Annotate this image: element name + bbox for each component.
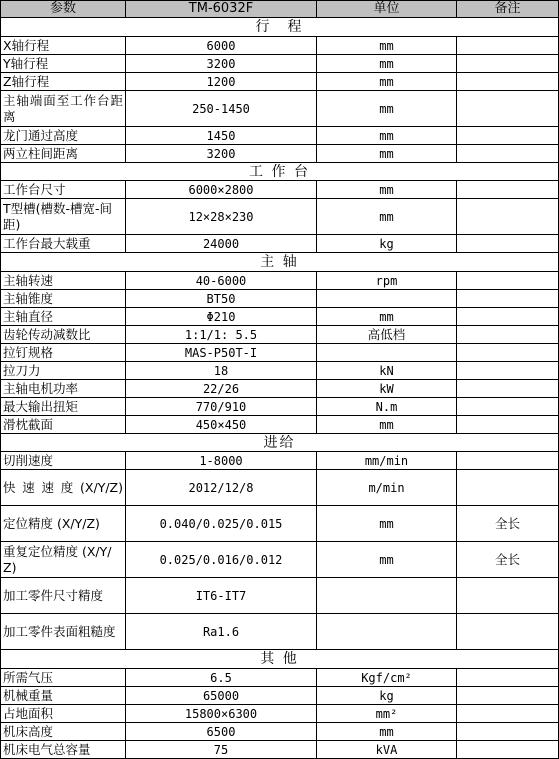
table-row	[1, 705, 559, 723]
param-value: 450×450	[126, 416, 317, 434]
table-row	[1, 308, 559, 326]
param-unit	[317, 614, 457, 650]
table-row	[1, 326, 559, 344]
header-unit: 单位	[317, 1, 457, 18]
param-note	[457, 308, 559, 326]
param-value: 1200	[126, 73, 317, 91]
param-name: 两立柱间距离	[1, 145, 126, 163]
param-note	[457, 199, 559, 235]
param-note	[457, 723, 559, 741]
param-unit: 高低档	[317, 326, 457, 344]
param-value: 3200	[126, 145, 317, 163]
param-note	[457, 416, 559, 434]
param-note	[457, 362, 559, 380]
param-unit: mm	[317, 723, 457, 741]
table-row	[1, 199, 559, 235]
param-unit: rpm	[317, 272, 457, 290]
table-header-row	[1, 1, 559, 18]
table-row	[1, 344, 559, 362]
param-unit: mm	[317, 542, 457, 578]
param-unit: mm	[317, 416, 457, 434]
param-note	[457, 326, 559, 344]
section-header-travel	[1, 18, 559, 37]
param-note	[457, 91, 559, 127]
param-value: 1450	[126, 127, 317, 145]
param-name: 机床高度	[1, 723, 126, 741]
section-title: 工 作 台	[1, 163, 559, 181]
param-value: 18	[126, 362, 317, 380]
table-row	[1, 669, 559, 687]
table-row	[1, 614, 559, 650]
section-header-feed	[1, 434, 559, 452]
param-name: T型槽(槽数-槽宽-间距)	[1, 199, 126, 235]
param-name: 齿轮传动减数比	[1, 326, 126, 344]
table-row	[1, 37, 559, 55]
param-value: 0.040/0.025/0.015	[126, 506, 317, 542]
param-unit: N.m	[317, 398, 457, 416]
table-row	[1, 452, 559, 470]
table-row	[1, 416, 559, 434]
param-value: Ra1.6	[126, 614, 317, 650]
param-note	[457, 37, 559, 55]
param-unit: mm	[317, 181, 457, 199]
param-note	[457, 55, 559, 73]
table-row	[1, 127, 559, 145]
param-name: 滑枕截面	[1, 416, 126, 434]
param-unit: mm	[317, 55, 457, 73]
param-name: Z轴行程	[1, 73, 126, 91]
param-unit	[317, 290, 457, 308]
param-note	[457, 73, 559, 91]
param-note	[457, 705, 559, 723]
table-row	[1, 145, 559, 163]
param-name: 机械重量	[1, 687, 126, 705]
param-value: 12×28×230	[126, 199, 317, 235]
table-row	[1, 687, 559, 705]
table-row	[1, 380, 559, 398]
param-unit: kW	[317, 380, 457, 398]
param-value: 0.025/0.016/0.012	[126, 542, 317, 578]
param-note	[457, 127, 559, 145]
header-param: 参数	[1, 1, 126, 18]
table-row	[1, 181, 559, 199]
param-value: Φ210	[126, 308, 317, 326]
param-value: 250-1450	[126, 91, 317, 127]
header-note: 备注	[457, 1, 559, 18]
param-name: 最大输出扭矩	[1, 398, 126, 416]
param-note	[457, 614, 559, 650]
param-value: 1-8000	[126, 452, 317, 470]
param-unit: mm²	[317, 705, 457, 723]
param-unit: m/min	[317, 470, 457, 506]
param-name: 拉钉规格	[1, 344, 126, 362]
param-name: X轴行程	[1, 37, 126, 55]
param-value: 6500	[126, 723, 317, 741]
param-value: 40-6000	[126, 272, 317, 290]
param-unit: kg	[317, 235, 457, 253]
param-unit	[317, 578, 457, 614]
param-note: 全长	[457, 542, 559, 578]
table-row	[1, 723, 559, 741]
param-note	[457, 272, 559, 290]
param-note	[457, 470, 559, 506]
param-name: 重复定位精度 (X/Y/Z)	[1, 542, 126, 578]
param-value: 770/910	[126, 398, 317, 416]
param-name: 工作台最大载重	[1, 235, 126, 253]
section-title: 行 程	[1, 18, 559, 37]
param-unit: mm	[317, 308, 457, 326]
param-value: 75	[126, 741, 317, 759]
param-value: 2012/12/8	[126, 470, 317, 506]
table-row	[1, 235, 559, 253]
param-note	[457, 380, 559, 398]
param-name: 主轴电机功率	[1, 380, 126, 398]
section-title: 进给	[1, 434, 559, 452]
param-unit	[317, 344, 457, 362]
param-note	[457, 687, 559, 705]
table-row	[1, 470, 559, 506]
param-unit: mm	[317, 73, 457, 91]
header-model: TM-6032F	[126, 1, 317, 18]
param-name: 加工零件尺寸精度	[1, 578, 126, 614]
param-unit: mm	[317, 145, 457, 163]
table-row	[1, 741, 559, 759]
table-row	[1, 290, 559, 308]
param-unit: mm	[317, 37, 457, 55]
param-value: 24000	[126, 235, 317, 253]
param-value: IT6-IT7	[126, 578, 317, 614]
param-unit: mm/min	[317, 452, 457, 470]
param-note	[457, 741, 559, 759]
param-value: 22/26	[126, 380, 317, 398]
section-title: 其 他	[1, 650, 559, 669]
table-row	[1, 91, 559, 127]
section-title: 主 轴	[1, 253, 559, 272]
param-name: 切削速度	[1, 452, 126, 470]
param-unit: kg	[317, 687, 457, 705]
param-value: 1:1/1: 5.5	[126, 326, 317, 344]
param-value: 65000	[126, 687, 317, 705]
section-header-other	[1, 650, 559, 669]
param-value: 6000×2800	[126, 181, 317, 199]
param-name: 主轴端面至工作台距离	[1, 91, 126, 127]
param-value: MAS-P50T-I	[126, 344, 317, 362]
param-value: 3200	[126, 55, 317, 73]
param-name: 主轴锥度	[1, 290, 126, 308]
param-name: 主轴转速	[1, 272, 126, 290]
table-row	[1, 55, 559, 73]
table-row	[1, 362, 559, 380]
param-note	[457, 344, 559, 362]
param-name: 快 速 速 度 (X/Y/Z)	[1, 470, 126, 506]
param-note: 全长	[457, 506, 559, 542]
param-name: 机床电气总容量	[1, 741, 126, 759]
param-note	[457, 578, 559, 614]
table-row	[1, 272, 559, 290]
param-note	[457, 235, 559, 253]
param-name: 拉刀力	[1, 362, 126, 380]
param-name: 工作台尺寸	[1, 181, 126, 199]
param-value: 6000	[126, 37, 317, 55]
param-value: BT50	[126, 290, 317, 308]
param-name: Y轴行程	[1, 55, 126, 73]
param-name: 龙门通过高度	[1, 127, 126, 145]
param-name: 占地面积	[1, 705, 126, 723]
param-note	[457, 669, 559, 687]
table-row	[1, 506, 559, 542]
param-value: 6.5	[126, 669, 317, 687]
param-name: 定位精度 (X/Y/Z)	[1, 506, 126, 542]
table-row	[1, 73, 559, 91]
param-name: 主轴直径	[1, 308, 126, 326]
param-name: 所需气压	[1, 669, 126, 687]
param-unit: mm	[317, 91, 457, 127]
table-row	[1, 542, 559, 578]
param-note	[457, 452, 559, 470]
param-name: 加工零件表面粗糙度	[1, 614, 126, 650]
section-header-spindle	[1, 253, 559, 272]
param-note	[457, 290, 559, 308]
param-value: 15800×6300	[126, 705, 317, 723]
param-unit: mm	[317, 199, 457, 235]
param-unit: Kgf/cm²	[317, 669, 457, 687]
param-unit: kVA	[317, 741, 457, 759]
param-note	[457, 145, 559, 163]
table-row	[1, 578, 559, 614]
param-note	[457, 398, 559, 416]
table-row	[1, 398, 559, 416]
param-note	[457, 181, 559, 199]
param-unit: mm	[317, 127, 457, 145]
param-unit: kN	[317, 362, 457, 380]
section-header-worktable	[1, 163, 559, 181]
param-unit: mm	[317, 506, 457, 542]
